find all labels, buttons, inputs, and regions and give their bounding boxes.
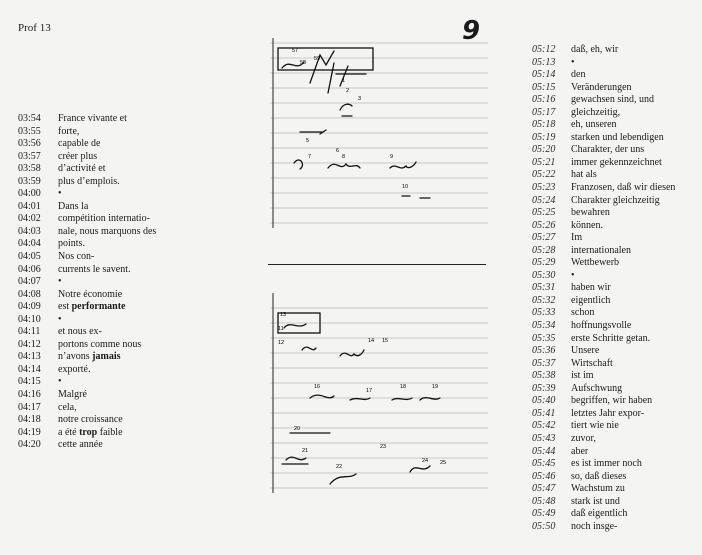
transcript-text: a été trop faible xyxy=(58,426,123,438)
german-transcript-column xyxy=(532,44,675,533)
timestamp: 04:07 xyxy=(18,276,41,288)
transcript-text: Wettbewerb xyxy=(571,257,620,269)
transcript-text: forte, xyxy=(58,125,80,137)
german-transcript-line xyxy=(532,483,675,496)
german-transcript-line xyxy=(532,420,675,433)
timestamp: 05:46 xyxy=(532,470,556,482)
timestamp: 04:01 xyxy=(18,200,41,212)
german-transcript-line xyxy=(532,496,675,509)
transcript-text: gleichzeitig, xyxy=(571,106,621,118)
stressed-word: performante xyxy=(71,301,126,313)
transcript-text: Veränderungen xyxy=(571,81,632,93)
timestamp: 03:58 xyxy=(18,163,41,175)
timestamp: 05:28 xyxy=(532,244,556,256)
transcript-text: haben wir xyxy=(571,282,611,294)
note-segment-number: 8 xyxy=(342,154,346,160)
transcript-text: den xyxy=(571,69,586,81)
french-transcript-line xyxy=(18,314,156,327)
transcript-text: • xyxy=(58,276,62,288)
transcript-text: können. xyxy=(571,219,603,231)
timestamp: 03:57 xyxy=(18,150,41,162)
transcript-text: n’avons jamais xyxy=(58,351,121,363)
german-transcript-line xyxy=(532,370,675,383)
interpreter-notes-scan xyxy=(270,38,490,498)
transcript-text: immer gekennzeichnet xyxy=(571,156,662,168)
note-segment-number: 2 xyxy=(346,88,350,94)
note-segment-number: 21 xyxy=(302,448,309,454)
transcript-text: letztes Jahr expor- xyxy=(571,407,645,419)
transcript-text: Charakter, der uns xyxy=(571,144,645,156)
transcript-text: Wirtschaft xyxy=(571,357,613,369)
transcript-text: stark ist und xyxy=(571,495,620,507)
timestamp: 04:08 xyxy=(18,288,41,300)
note-segment-number: 6 xyxy=(336,148,340,154)
transcript-text: Wachstum zu xyxy=(571,483,625,495)
document-label: Prof 13 xyxy=(18,22,51,34)
transcript-text: exporté. xyxy=(58,363,91,375)
transcript-text: aber xyxy=(571,445,589,457)
note-segment-number: 22 xyxy=(336,464,343,470)
french-transcript-line xyxy=(18,188,156,201)
transcript-text: hat als xyxy=(571,169,597,181)
timestamp: 05:19 xyxy=(532,131,556,143)
transcript-text: Malgré xyxy=(58,389,87,401)
french-transcript-line xyxy=(18,238,156,251)
german-transcript-line xyxy=(532,458,675,471)
timestamp: 05:50 xyxy=(532,520,556,532)
timestamp: 05:25 xyxy=(532,207,556,219)
timestamp: 05:26 xyxy=(532,219,556,231)
note-segment-number: 13 xyxy=(280,312,287,318)
note-segment-number: 9 xyxy=(390,154,394,160)
french-transcript-line xyxy=(18,251,156,264)
french-transcript-line xyxy=(18,339,156,352)
transcript-text: es ist immer noch xyxy=(571,458,642,470)
transcript-text: d’activité et xyxy=(58,163,106,175)
german-transcript-line xyxy=(532,182,675,195)
timestamp: 05:49 xyxy=(532,508,556,520)
french-transcript-line xyxy=(18,439,156,452)
transcript-text: hoffnungsvolle xyxy=(571,320,632,332)
timestamp: 05:15 xyxy=(532,81,556,93)
transcript-text: Dans la xyxy=(58,200,89,212)
note-segment-number: 5 xyxy=(306,138,310,144)
timestamp: 04:09 xyxy=(18,301,41,313)
timestamp: 04:11 xyxy=(18,326,41,338)
french-transcript-line xyxy=(18,201,156,214)
timestamp: 05:27 xyxy=(532,232,556,244)
timestamp: 05:23 xyxy=(532,182,556,194)
timestamp: 05:48 xyxy=(532,495,556,507)
french-transcript-line xyxy=(18,163,156,176)
transcript-text: est performante xyxy=(58,301,126,313)
transcript-text: • xyxy=(58,188,62,200)
stressed-word: jamais xyxy=(92,351,121,363)
transcript-text: zuvor, xyxy=(571,432,596,444)
german-transcript-line xyxy=(532,232,675,245)
transcript-text: tiert wie nie xyxy=(571,420,619,432)
german-transcript-line xyxy=(532,345,675,358)
timestamp: 05:31 xyxy=(532,282,556,294)
french-transcript-line xyxy=(18,301,156,314)
timestamp: 04:14 xyxy=(18,363,41,375)
german-transcript-line xyxy=(532,220,675,233)
french-transcript-line xyxy=(18,414,156,427)
timestamp: 04:00 xyxy=(18,188,41,200)
transcript-text: notre croissance xyxy=(58,414,123,426)
timestamp: 05:29 xyxy=(532,257,556,269)
german-transcript-line xyxy=(532,107,675,120)
transcript-text: ist im xyxy=(571,370,594,382)
timestamp: 04:02 xyxy=(18,213,41,225)
german-transcript-line xyxy=(532,57,675,70)
german-transcript-line xyxy=(532,195,675,208)
transcript-text: bewahren xyxy=(571,207,610,219)
french-transcript-line xyxy=(18,151,156,164)
french-transcript-line xyxy=(18,326,156,339)
timestamp: 04:04 xyxy=(18,238,41,250)
german-transcript-line xyxy=(532,245,675,258)
french-transcript-line xyxy=(18,176,156,189)
transcript-text: so, daß dieses xyxy=(571,470,627,482)
timestamp: 05:41 xyxy=(532,407,556,419)
transcript-text: capable de xyxy=(58,138,101,150)
timestamp: 04:10 xyxy=(18,313,41,325)
timestamp: 05:47 xyxy=(532,483,556,495)
german-transcript-line xyxy=(532,333,675,346)
note-segment-number: 16 xyxy=(314,384,321,390)
transcript-text: • xyxy=(58,376,62,388)
transcript-text: Aufschwung xyxy=(571,382,623,394)
timestamp: 04:13 xyxy=(18,351,41,363)
timestamp: 03:56 xyxy=(18,138,41,150)
german-transcript-line xyxy=(532,119,675,132)
transcript-text: • xyxy=(58,313,62,325)
german-transcript-line xyxy=(532,508,675,521)
german-transcript-line xyxy=(532,383,675,396)
french-transcript-line xyxy=(18,351,156,364)
note-segment-number: 10 xyxy=(402,184,409,190)
german-transcript-line xyxy=(532,408,675,421)
timestamp: 04:12 xyxy=(18,338,41,350)
german-transcript-line xyxy=(532,169,675,182)
german-transcript-line xyxy=(532,295,675,308)
transcript-text: Nos con- xyxy=(58,251,95,263)
german-transcript-line xyxy=(532,207,675,220)
french-transcript-line xyxy=(18,389,156,402)
german-transcript-line xyxy=(532,44,675,57)
transcript-text: Franzosen, daß wir diesen xyxy=(571,182,676,194)
timestamp: 03:55 xyxy=(18,125,41,137)
german-transcript-line xyxy=(532,94,675,107)
timestamp: 05:43 xyxy=(532,432,556,444)
timestamp: 05:32 xyxy=(532,294,556,306)
french-transcript-line xyxy=(18,364,156,377)
transcript-text: plus d’emplois. xyxy=(58,175,120,187)
transcript-text: gewachsen sind, und xyxy=(571,94,655,106)
transcript-text: eigentlich xyxy=(571,294,611,306)
french-transcript-line xyxy=(18,264,156,277)
timestamp: 05:20 xyxy=(532,144,556,156)
timestamp: 05:35 xyxy=(532,332,556,344)
timestamp: 05:12 xyxy=(532,44,556,55)
timestamp: 05:40 xyxy=(532,395,556,407)
note-segment-number: 24 xyxy=(422,458,429,464)
timestamp: 05:13 xyxy=(532,56,556,68)
german-transcript-line xyxy=(532,144,675,157)
french-transcript-column xyxy=(18,113,156,452)
transcript-text: Notre économie xyxy=(58,288,123,300)
french-transcript-line xyxy=(18,276,156,289)
handwritten-page-number: 9 xyxy=(462,16,480,46)
timestamp: 05:33 xyxy=(532,307,556,319)
transcript-text: starken und lebendigen xyxy=(571,131,664,143)
german-transcript-line xyxy=(532,132,675,145)
note-segment-number: 59 xyxy=(314,56,321,62)
german-transcript-line xyxy=(532,358,675,371)
timestamp: 04:05 xyxy=(18,251,41,263)
note-segment-number: 19 xyxy=(432,384,439,390)
german-transcript-line xyxy=(532,307,675,320)
transcript-text: erste Schritte getan. xyxy=(571,332,651,344)
transcript-text: schon xyxy=(571,307,595,319)
french-transcript-line xyxy=(18,113,156,126)
note-segment-number: 58 xyxy=(300,60,307,66)
german-transcript-line xyxy=(532,82,675,95)
transcript-text: • xyxy=(571,269,575,281)
german-transcript-line xyxy=(532,157,675,170)
timestamp: 05:44 xyxy=(532,445,556,457)
timestamp: 04:06 xyxy=(18,263,41,275)
transcript-text: noch insge- xyxy=(571,520,618,532)
french-transcript-line xyxy=(18,376,156,389)
transcript-text: compétition internatio- xyxy=(58,213,150,225)
note-segment-number: 57 xyxy=(292,48,299,54)
french-transcript-line xyxy=(18,427,156,440)
timestamp: 05:14 xyxy=(532,69,556,81)
german-transcript-line xyxy=(532,320,675,333)
german-transcript-line xyxy=(532,257,675,270)
french-transcript-line xyxy=(18,138,156,151)
timestamp: 05:18 xyxy=(532,119,556,131)
transcript-text: Charakter gleichzeitig xyxy=(571,194,660,206)
note-segment-number: 20 xyxy=(294,426,301,432)
timestamp: 05:17 xyxy=(532,106,556,118)
note-segment-number: 7 xyxy=(308,154,312,160)
transcript-text: et nous ex- xyxy=(58,326,102,338)
german-transcript-line xyxy=(532,433,675,446)
stressed-word: trop xyxy=(79,426,98,438)
timestamp: 04:15 xyxy=(18,376,41,388)
timestamp: 04:18 xyxy=(18,414,41,426)
german-transcript-line xyxy=(532,69,675,82)
note-segment-number: 3 xyxy=(358,96,362,102)
transcript-text: points. xyxy=(58,238,85,250)
transcript-text: portons comme nous xyxy=(58,338,142,350)
timestamp: 05:21 xyxy=(532,156,556,168)
timestamp: 04:16 xyxy=(18,389,41,401)
timestamp: 04:17 xyxy=(18,401,41,413)
timestamp: 05:42 xyxy=(532,420,556,432)
transcript-text: nale, nous marquons des xyxy=(58,225,157,237)
timestamp: 04:20 xyxy=(18,439,41,451)
transcript-text: • xyxy=(571,56,575,68)
transcript-text: Unsere xyxy=(571,345,600,357)
transcript-text: France vivante et xyxy=(58,113,127,124)
transcript-text: Im xyxy=(571,232,583,244)
note-segment-number: 25 xyxy=(440,460,447,466)
transcript-text: cela, xyxy=(58,401,77,413)
german-transcript-line xyxy=(532,270,675,283)
transcript-text: internationalen xyxy=(571,244,631,256)
timestamp: 05:16 xyxy=(532,94,556,106)
french-transcript-line xyxy=(18,126,156,139)
transcript-text: daß, eh, wir xyxy=(571,44,619,55)
timestamp: 05:30 xyxy=(532,269,556,281)
french-transcript-line xyxy=(18,402,156,415)
french-transcript-line xyxy=(18,226,156,239)
note-segment-number: 1 xyxy=(342,78,346,84)
note-segment-number: 15 xyxy=(382,338,389,344)
transcript-text: cette année xyxy=(58,439,103,451)
timestamp: 05:37 xyxy=(532,357,556,369)
timestamp: 05:38 xyxy=(532,370,556,382)
timestamp: 03:59 xyxy=(18,175,41,187)
note-segment-number: 14 xyxy=(368,338,375,344)
note-segment-number: 18 xyxy=(400,384,407,390)
note-segment-number: 17 xyxy=(366,388,373,394)
timestamp: 05:39 xyxy=(532,382,556,394)
transcript-text: begriffen, wir haben xyxy=(571,395,653,407)
timestamp: 05:34 xyxy=(532,320,556,332)
note-segment-number: 11 xyxy=(278,326,284,332)
german-transcript-line xyxy=(532,471,675,484)
timestamp: 05:22 xyxy=(532,169,556,181)
german-transcript-line xyxy=(532,446,675,459)
german-transcript-line xyxy=(532,395,675,408)
german-transcript-line xyxy=(532,282,675,295)
transcript-text: currents le savent. xyxy=(58,263,131,275)
transcript-text: daß eigentlich xyxy=(571,508,628,520)
french-transcript-line xyxy=(18,289,156,302)
timestamp: 04:03 xyxy=(18,225,41,237)
timestamp: 05:45 xyxy=(532,458,556,470)
timestamp: 03:54 xyxy=(18,113,41,124)
transcript-text: eh, unseren xyxy=(571,119,617,131)
french-transcript-line xyxy=(18,213,156,226)
timestamp: 05:36 xyxy=(532,345,556,357)
german-transcript-line xyxy=(532,521,675,534)
note-segment-number: 23 xyxy=(380,444,387,450)
timestamp: 05:24 xyxy=(532,194,556,206)
transcript-text: créer plus xyxy=(58,150,98,162)
timestamp: 04:19 xyxy=(18,426,41,438)
note-segment-number: 12 xyxy=(278,340,285,346)
